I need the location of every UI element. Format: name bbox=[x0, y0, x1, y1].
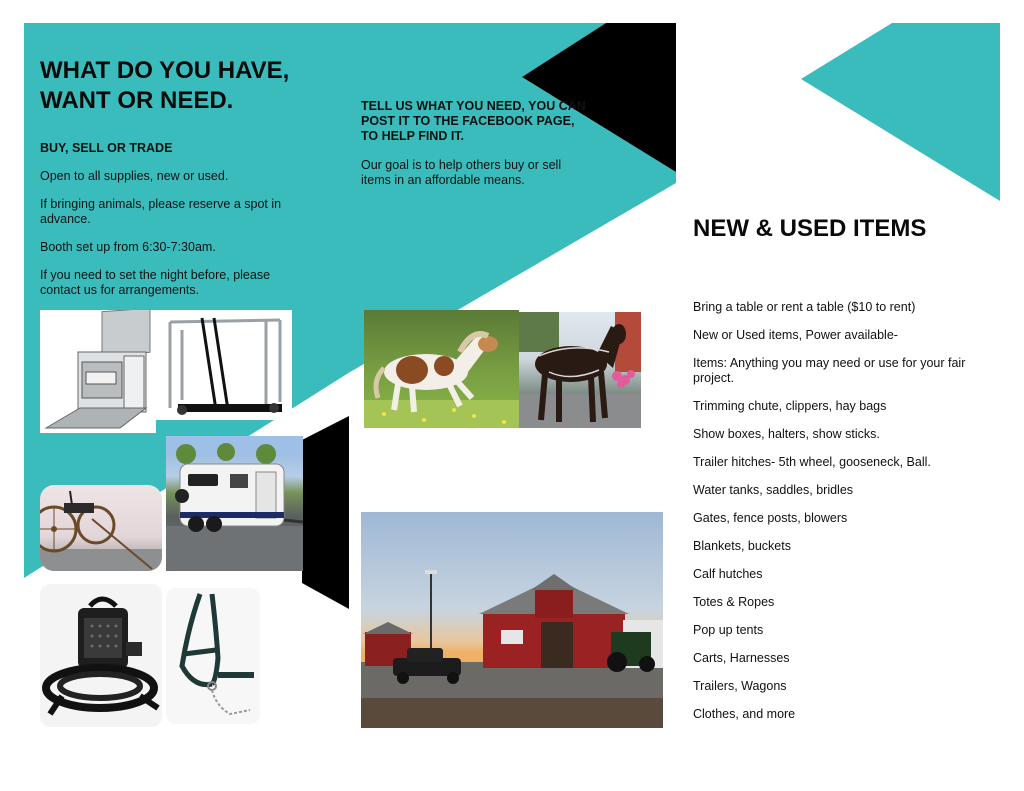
info-paragraph: Booth set up from 6:30-7:30am. bbox=[40, 240, 216, 254]
list-item: Show boxes, halters, show sticks. bbox=[693, 427, 880, 441]
buy-sell-trade-heading: BUY, SELL OR TRADE bbox=[40, 141, 173, 155]
pony-photo bbox=[364, 310, 519, 428]
list-item: Bring a table or rent a table ($10 to rent) bbox=[693, 300, 916, 314]
info-paragraph: If bringing animals, please reserve a spot in advance. bbox=[40, 197, 282, 226]
list-item: Trailers, Wagons bbox=[693, 679, 787, 693]
list-item: Totes & Ropes bbox=[693, 595, 775, 609]
list-item: Trailer hitches- 5th wheel, gooseneck, Ball. bbox=[693, 455, 931, 469]
facebook-heading: TELL US WHAT YOU NEED, YOU CAN POST IT TO THE FACEBOOK PAGE, TO HELP FIND IT. bbox=[361, 99, 586, 143]
list-item: Gates, fence posts, blowers bbox=[693, 511, 848, 525]
halter-photo bbox=[166, 588, 260, 724]
list-item: Water tanks, saddles, bridles bbox=[693, 483, 854, 497]
draft-horse-photo bbox=[519, 312, 641, 428]
list-item: Blankets, buckets bbox=[693, 539, 791, 553]
new-used-items-heading: NEW & USED ITEMS bbox=[693, 215, 927, 242]
cart-photo bbox=[40, 485, 162, 571]
info-paragraphs bbox=[40, 169, 310, 311]
barn-photo bbox=[361, 512, 663, 728]
trimming-chute-photo bbox=[156, 310, 292, 420]
list-item: Calf hutches bbox=[693, 567, 763, 581]
info-paragraph: If you need to set the night before, please contact us for arrangements. bbox=[40, 268, 271, 297]
list-item: Clothes, and more bbox=[693, 707, 796, 721]
list-item: Items: Anything you may need or use for your fair project. bbox=[693, 356, 966, 385]
list-item: New or Used items, Power available- bbox=[693, 328, 898, 342]
horse-trailer-photo bbox=[166, 436, 303, 571]
blower-photo bbox=[40, 584, 162, 727]
items-list bbox=[693, 300, 993, 735]
page-title: WHAT DO YOU HAVE, WANT OR NEED. bbox=[40, 57, 290, 114]
list-item: Trimming chute, clippers, hay bags bbox=[693, 399, 887, 413]
list-item: Pop up tents bbox=[693, 623, 764, 637]
show-box-photo bbox=[40, 310, 156, 433]
info-paragraph: Open to all supplies, new or used. bbox=[40, 169, 229, 183]
list-item: Carts, Harnesses bbox=[693, 651, 790, 665]
goal-paragraph: Our goal is to help others buy or sell items in an affordable means. bbox=[361, 158, 562, 187]
